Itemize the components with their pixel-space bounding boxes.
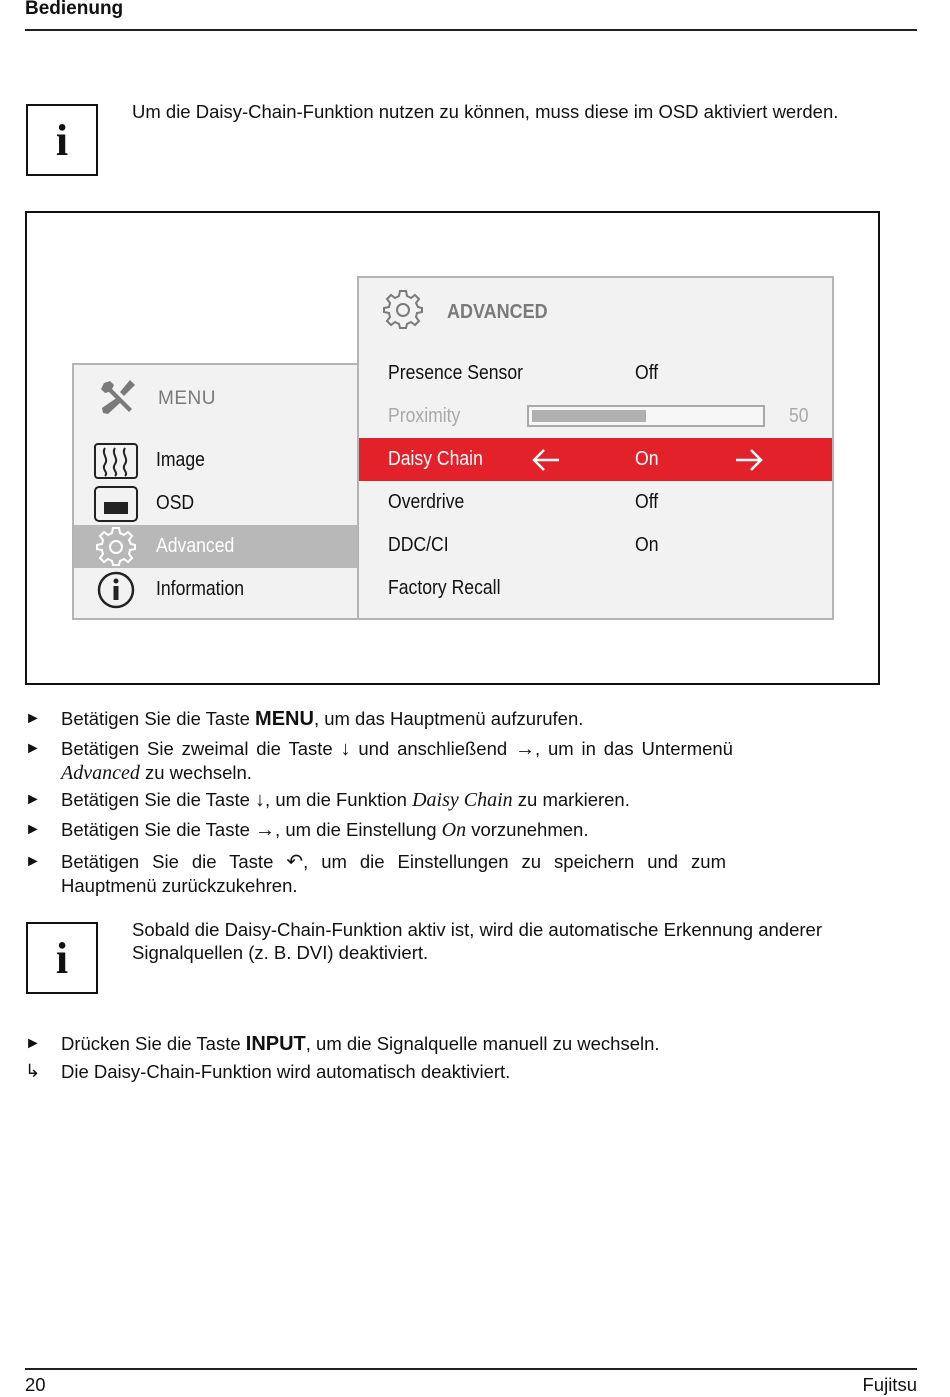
page-header-title: Bedienung [25,0,124,19]
menu-header [98,377,216,421]
step-marker: ► [25,1035,41,1052]
menu-title: MENU [158,388,216,409]
step-marker: ► [25,710,41,727]
setting-name: DDC/CI [388,534,449,556]
menu-item-osd[interactable] [74,482,358,525]
setting-name: Factory Recall [388,577,501,599]
setting-row-ddc-ci[interactable] [359,524,832,567]
menu-item-information[interactable] [74,568,358,611]
setting-row-overdrive[interactable] [359,481,832,524]
menu-item-label: Image [156,449,205,471]
step-text: Betätigen Sie die Taste →, um die Einstellung On vorzunehmen. [61,819,589,841]
setting-name: Proximity [388,405,461,427]
step-text: Betätigen Sie die Taste ↓, um die Funktion Daisy Chain zu markieren. [61,789,630,811]
step-marker: ► [25,821,41,838]
menu-item-label: Information [156,578,245,600]
step-text: Betätigen Sie zweimal die Taste ↓ und anschließend →, um in das Untermenü Advanced zu wechseln. [61,738,733,784]
menu-item-label: OSD [156,492,195,514]
setting-value: Off [635,362,659,384]
image-icon [93,442,139,480]
submenu-title: ADVANCED [447,300,548,323]
step-marker: ► [25,791,41,808]
arrow-right-icon: → [255,819,276,841]
osd-advanced-submenu [357,276,834,620]
menu-item-advanced[interactable] [74,525,358,568]
step-text: Drücken Sie die Taste INPUT, um die Signalquelle manuell zu wechseln. [61,1033,660,1055]
footer-rule [25,1368,917,1370]
step-marker: ► [25,853,41,870]
tools-icon [98,377,138,422]
footer-brand: Fujitsu [862,1374,917,1395]
arrow-down-icon: ↓ [255,789,266,811]
setting-value: 50 [789,405,809,427]
setting-name: Daisy Chain [388,448,483,470]
gear-icon [93,528,139,566]
step-text: Betätigen Sie die Taste ↶, um die Einstellungen zu speichern und zum Hauptmenü zurückzukehren. [61,851,726,896]
result-text: Die Daisy-Chain-Funktion wird automatisch deaktiviert. [61,1061,511,1082]
setting-row-factory-recall[interactable] [359,567,832,610]
page-number: 20 [25,1374,46,1395]
setting-row-proximity[interactable] [359,395,832,438]
setting-row-presence-sensor[interactable] [359,352,832,395]
info-icon: i [26,922,98,994]
return-arrow-icon: ↶ [286,851,304,873]
step-marker: ► [25,740,41,757]
proximity-slider-fill [532,410,646,422]
menu-item-image[interactable] [74,439,358,482]
step-text: Betätigen Sie die Taste MENU, um das Hauptmenü aufzurufen. [61,708,584,730]
note-text: Um die Daisy-Chain-Funktion nutzen zu können, muss diese im OSD aktiviert werden. [132,101,839,122]
arrow-left-icon[interactable] [531,447,561,478]
gear-icon [383,290,423,335]
step-item [25,737,733,785]
header-rule [25,29,917,31]
step-item [25,850,725,898]
osd-icon [93,485,139,523]
arrow-right-icon[interactable] [734,447,764,478]
setting-value: On [635,534,659,556]
setting-row-daisy-chain[interactable] [359,438,832,481]
menu-item-label: Advanced [156,535,235,557]
osd-main-menu [72,363,360,620]
setting-value: On [635,448,659,470]
setting-name: Overdrive [388,491,465,513]
setting-value: Off [635,491,659,513]
proximity-slider[interactable] [527,405,765,427]
info-circle-icon [93,571,139,609]
result-marker: ↳ [25,1061,41,1081]
setting-name: Presence Sensor [388,362,524,384]
submenu-header [383,290,559,334]
arrow-down-icon: ↓ [340,738,351,760]
note-text: Sobald die Daisy-Chain-Funktion aktiv ist, wird die automatische Erkennung anderer Signalquellen (z. B. DVI) deaktiviert. [132,919,822,963]
info-icon: i [26,104,98,176]
arrow-right-icon: → [515,738,535,760]
